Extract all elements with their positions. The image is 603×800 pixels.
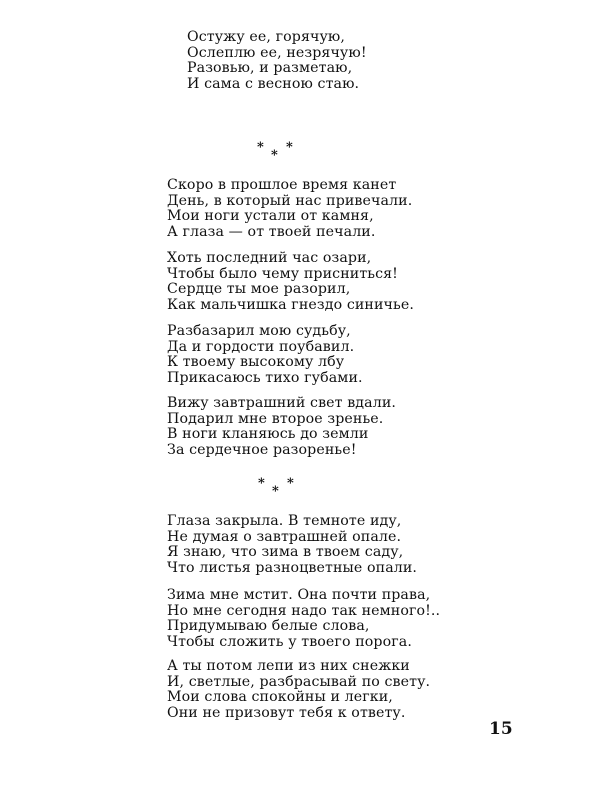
- verse-line: Чтобы было чему присниться!: [167, 265, 398, 282]
- verse-line: Но мне сегодня надо так немного!..: [167, 602, 441, 619]
- verse-line: А глаза — от твоей печали.: [167, 223, 376, 240]
- verse-line: И сама с весною стаю.: [187, 75, 360, 92]
- verse-line: Как мальчишка гнездо синичье.: [167, 296, 414, 313]
- poem-3-stanza-3: [167, 659, 430, 721]
- verse-line: Хоть последний час озари,: [167, 250, 372, 266]
- verse-line: Глаза закрыла. В темноте иду,: [167, 513, 402, 529]
- verse-line: Не думая о завтрашней опале.: [167, 528, 402, 545]
- verse-line: День, в который нас привечали.: [167, 192, 413, 209]
- page-number: 15: [489, 719, 513, 739]
- asterisk: *: [286, 140, 293, 155]
- verse-line: А ты потом лепи из них снежки: [167, 658, 410, 674]
- verse-line: За сердечное разоренье!: [167, 441, 357, 458]
- poem-2-stanza-4: [167, 396, 396, 458]
- asterism-separator: [257, 141, 297, 161]
- asterisk: *: [271, 148, 278, 163]
- verse-line: Мои ноги устали от камня,: [167, 208, 374, 225]
- verse-line: Подарил мне второе зренье.: [167, 410, 384, 427]
- poem-2-stanza-3: [167, 324, 363, 386]
- poem-3-stanza-1: [167, 514, 417, 576]
- verse-line: Мои слова спокойны и легки,: [167, 689, 393, 706]
- verse-line: Я знаю, что зима в твоем саду,: [167, 544, 404, 561]
- verse-line: И, светлые, разбрасывай по свету.: [167, 673, 431, 690]
- verse-line: Прикасаюсь тихо губами.: [167, 369, 363, 386]
- verse-line: Чтобы сложить у твоего порога.: [167, 633, 412, 650]
- verse-line: Разовью, и разметаю,: [187, 60, 353, 77]
- verse-line: Придумываю белые слова,: [167, 618, 370, 635]
- verse-line: К твоему высокому лбу: [167, 354, 345, 371]
- asterisk: *: [257, 140, 264, 155]
- verse-line: В ноги кланяюсь до земли: [167, 426, 369, 443]
- verse-line: Вижу завтрашний свет вдали.: [167, 395, 396, 411]
- verse-line: Они не призовут тебя к ответу.: [167, 704, 406, 721]
- poem-2-stanza-1: [167, 178, 412, 240]
- asterisk: *: [287, 476, 294, 491]
- poem-3-stanza-2: [167, 588, 440, 650]
- asterisk: *: [258, 476, 265, 491]
- verse-line: Что листья разноцветные опали.: [167, 559, 418, 576]
- verse-line: Остужу ее, горячую,: [187, 29, 345, 45]
- verse-line: Скоро в прошлое время канет: [167, 177, 397, 193]
- verse-line: Зима мне мстит. Она почти права,: [167, 587, 431, 603]
- verse-line: Сердце ты мое разорил,: [167, 281, 351, 298]
- poem-2-stanza-2: [167, 251, 414, 313]
- asterism-separator: [258, 477, 298, 497]
- verse-line: Разбазарил мою судьбу,: [167, 323, 351, 339]
- verse-line: Ослеплю ее, незрячую!: [187, 44, 367, 61]
- poem-1-stanza-1: [187, 30, 367, 92]
- asterisk: *: [272, 484, 279, 499]
- verse-line: Да и гордости поубавил.: [167, 338, 355, 355]
